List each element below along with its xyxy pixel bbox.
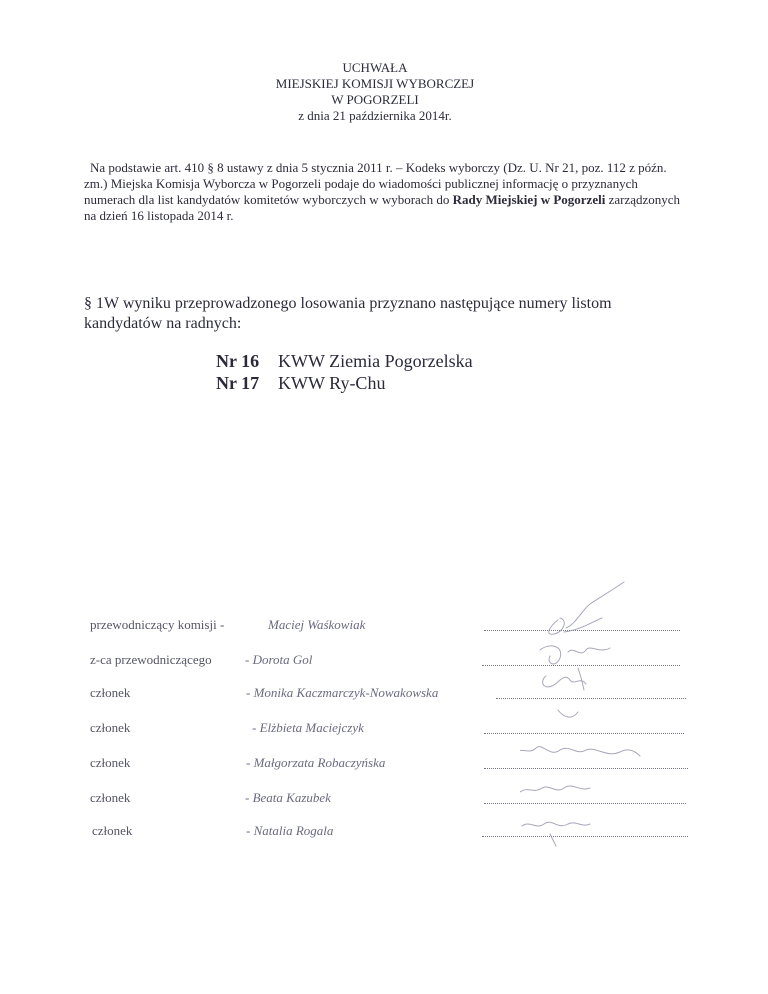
signatory-name: - Beata Kazubek bbox=[245, 790, 331, 805]
signatory-row bbox=[0, 652, 768, 672]
signatory-name: Maciej Waśkowiak bbox=[268, 617, 366, 632]
signature-line bbox=[484, 803, 686, 804]
list-item bbox=[216, 350, 473, 372]
signatory-row bbox=[0, 617, 768, 637]
signatory-name: - Dorota Gol bbox=[245, 652, 313, 667]
list-committee-name: KWW Ry-Chu bbox=[278, 373, 386, 393]
list-number: Nr 17 bbox=[216, 373, 260, 393]
list-number: Nr 16 bbox=[216, 351, 260, 371]
signatory-role: z-ca przewodniczącego bbox=[90, 652, 212, 667]
signature-line bbox=[484, 630, 680, 631]
signatory-row bbox=[0, 755, 768, 775]
intro-text-after: zarządzonych na dzień 16 listopada 2014 r. bbox=[84, 192, 681, 223]
signatory-row bbox=[0, 685, 768, 705]
signature-line bbox=[484, 733, 684, 734]
section-paragraph: § 1W wyniku przeprowadzonego losowania przyznano następujące numery listom kandydatów na radnych: bbox=[84, 295, 612, 332]
header-date: z dnia 21 października 2014r. bbox=[298, 108, 452, 123]
intro-bold-council: Rady Miejskiej w Pogorzeli bbox=[452, 192, 606, 207]
header-commission: MIEJSKIEJ KOMISJI WYBORCZEJ bbox=[275, 76, 475, 91]
resolution-header bbox=[200, 60, 550, 124]
list-committee-name: KWW Ziemia Pogorzelska bbox=[278, 351, 473, 371]
list-item bbox=[216, 372, 473, 394]
intro-text-before: Na podstawie art. 410 § 8 ustawy z dnia 5 stycznia 2011 r. – Kodeks wyborczy (Dz. U. Nr 21, poz. 112 z późn. zm.) Miejska Komisja Wyborcza w Pogorzeli podaje do wiadomości publicznej informację o przyznanych numerach dla list kandydatów komitetów wyborczych w wyborach do bbox=[84, 160, 667, 207]
signatory-role: członek bbox=[90, 720, 131, 735]
signatory-name: - Monika Kaczmarczyk-Nowakowska bbox=[246, 685, 439, 700]
signatory-name: - Natalia Rogala bbox=[246, 823, 334, 838]
signatory-row bbox=[0, 790, 768, 810]
signatory-row bbox=[0, 720, 768, 740]
signature-line bbox=[482, 836, 688, 837]
signature-line bbox=[496, 698, 686, 699]
signatory-role: członek bbox=[90, 790, 131, 805]
signatory-role: członek bbox=[90, 685, 131, 700]
signatory-role: przewodniczący komisji - bbox=[90, 617, 225, 632]
list-numbers bbox=[216, 350, 473, 394]
signatory-name: - Elżbieta Maciejczyk bbox=[252, 720, 364, 735]
signatory-role: członek bbox=[90, 755, 131, 770]
intro-paragraph bbox=[84, 160, 684, 224]
header-title: UCHWAŁA bbox=[342, 60, 408, 75]
signatory-name: - Małgorzata Robaczyńska bbox=[246, 755, 386, 770]
signatory-role: członek bbox=[92, 823, 133, 838]
signature-line bbox=[482, 665, 680, 666]
header-town: W POGORZELI bbox=[331, 92, 419, 107]
signatory-row bbox=[0, 823, 768, 843]
signature-line bbox=[484, 768, 688, 769]
